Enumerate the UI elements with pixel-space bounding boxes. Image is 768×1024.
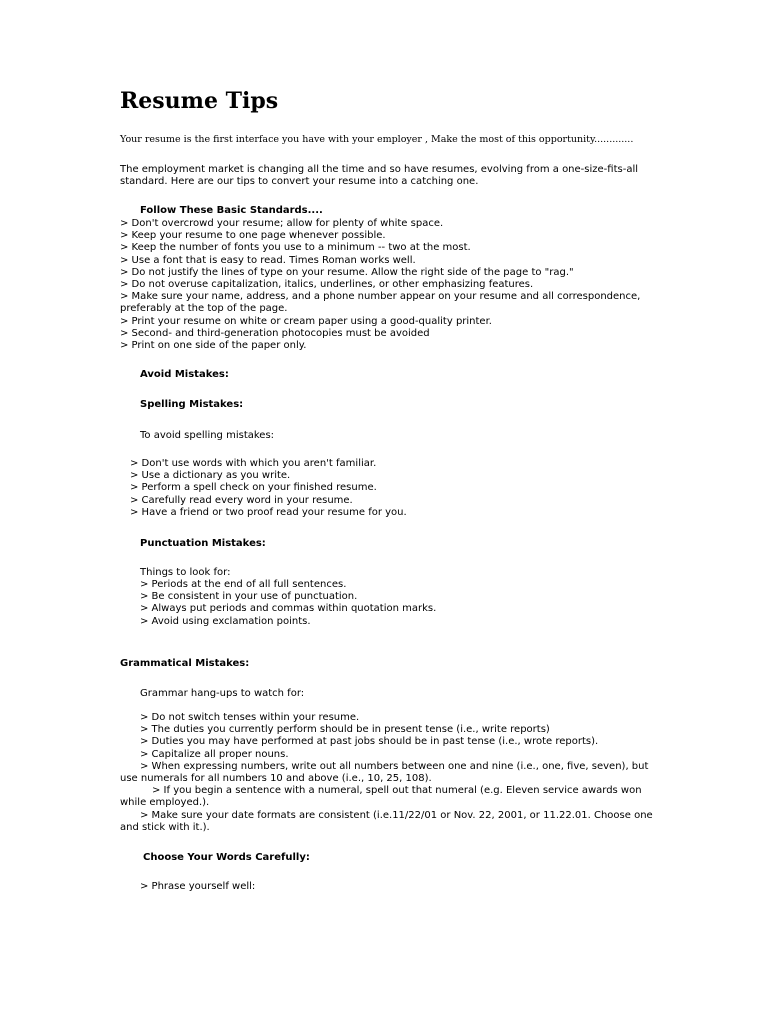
list-item: > Make sure your name, address, and a phone number appear on your resume and all correspondence, preferably at the top of the page. (120, 291, 641, 315)
basic-standards-list (120, 218, 665, 352)
list-item: > Print on one side of the paper only. (120, 340, 307, 352)
list-item: > Have a friend or two proof read your resume for you. (130, 506, 407, 518)
list-item: > Be consistent in your use of punctuation. (140, 591, 358, 603)
list-item: > Do not overuse capitalization, italics, underlines, or other emphasizing features. (120, 279, 534, 291)
list-item: > When expressing numbers, write out all numbers between one and nine (i.e., one, five, seven), but use numerals for all numbers 10 and above (i.e., 10, 25, 108). (120, 760, 649, 785)
punctuation-mistakes-heading: Punctuation Mistakes: (140, 538, 266, 549)
spelling-list (130, 458, 407, 519)
basic-standards-heading: Follow These Basic Standards.... (140, 205, 323, 216)
list-item: > If you begin a sentence with a numeral, spell out that numeral (e.g. Eleven service awards won while employed.). (120, 785, 642, 809)
intro-line: Your resume is the first interface you have with your employer , Make the most of this opportunity............. (120, 134, 634, 145)
list-item: > Do not switch tenses within your resume. (140, 712, 360, 723)
intro-paragraph: The employment market is changing all the time and so have resumes, evolving from a one-size-fits-all standard. Here are our tips to convert your resume into a catching one. (120, 164, 639, 188)
words-list (140, 881, 255, 893)
list-item: > Don't use words with which you aren't familiar. (130, 458, 377, 469)
list-item: > Keep your resume to one page whenever possible. (120, 230, 386, 242)
choose-words-heading: Choose Your Words Carefully: (143, 852, 310, 863)
list-item: > Use a dictionary as you write. (130, 470, 291, 482)
list-item: > Use a font that is easy to read. Times Roman works well. (120, 254, 416, 266)
avoid-mistakes-heading: Avoid Mistakes: (140, 369, 229, 380)
list-item: > Duties you may have performed at past jobs should be in past tense (i.e., wrote reports). (140, 736, 599, 748)
grammatical-mistakes-heading: Grammatical Mistakes: (120, 658, 250, 669)
list-item: > Phrase yourself well: (140, 881, 256, 892)
punctuation-intro: Things to look for: (140, 567, 231, 578)
list-item: > Avoid using exclamation points. (140, 615, 311, 627)
spelling-mistakes-heading: Spelling Mistakes: (140, 399, 244, 410)
spelling-intro: To avoid spelling mistakes: (140, 430, 275, 441)
list-item: > Don't overcrowd your resume; allow for plenty of white space. (120, 218, 444, 229)
list-item: > Always put periods and commas within quotation marks. (140, 603, 437, 615)
list-item: > Make sure your date formats are consistent (i.e.11/22/01 or Nov. 22, 2001, or 11.22.01. Choose one and stick with it.). (120, 809, 653, 833)
list-item: > Periods at the end of all full sentences. (140, 579, 347, 590)
list-item: > Capitalize all proper nouns. (140, 748, 289, 760)
list-item: > The duties you currently perform should be in present tense (i.e., write reports) (140, 724, 550, 736)
page-title: Resume Tips (120, 88, 279, 114)
list-item: > Carefully read every word in your resume. (130, 494, 353, 506)
punctuation-list (140, 579, 436, 628)
grammatical-list (120, 712, 665, 834)
list-item: > Do not justify the lines of type on your resume. Allow the right side of the page to "rag." (120, 266, 574, 278)
list-item: > Perform a spell check on your finished resume. (130, 482, 377, 494)
list-item: > Print your resume on white or cream paper using a good-quality printer. (120, 315, 492, 327)
list-item: > Second- and third-generation photocopies must be avoided (120, 327, 430, 339)
grammatical-intro: Grammar hang-ups to watch for: (140, 688, 305, 699)
list-item: > Keep the number of fonts you use to a minimum -- two at the most. (120, 242, 471, 254)
